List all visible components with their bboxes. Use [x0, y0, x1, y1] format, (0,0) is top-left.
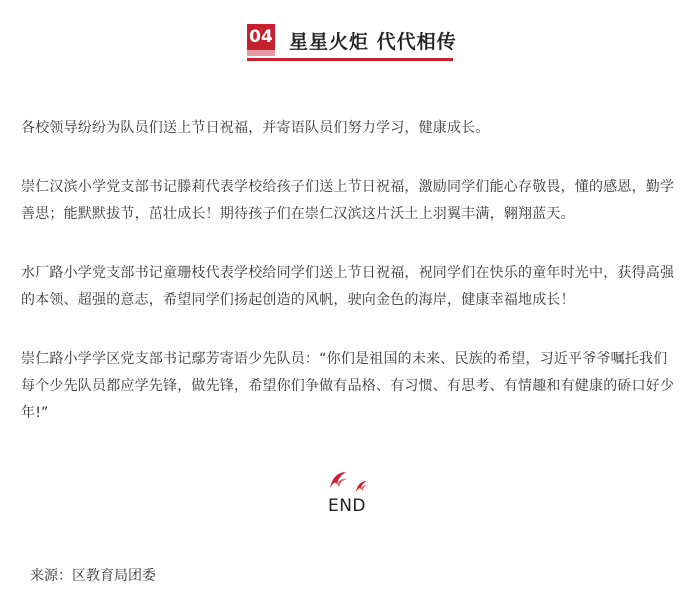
- section-number-badge: 04: [247, 24, 275, 50]
- section-title: 星星火炬 代代相传: [289, 31, 457, 53]
- end-label: END: [327, 496, 367, 516]
- paragraph-intro: 各校领导纷纷为队员们送上节日祝福，并寄语队员们努力学习，健康成长。: [21, 120, 490, 136]
- section-underline: [247, 58, 453, 61]
- source-credit: 来源：区教育局团委: [30, 568, 156, 584]
- section-header: [247, 22, 457, 62]
- badge-shadow: [247, 50, 275, 56]
- birds-icon: [328, 468, 372, 494]
- paragraph-hanbin: 崇仁汉滨小学党支部书记滕莉代表学校给孩子们送上节日祝福，激励同学们能心存敬畏，懂的感恩，勤学善思；能默默拔节，茁壮成长！期待孩子们在崇仁汉滨这片沃土上羽翼丰满，翱翔蓝天。: [21, 179, 675, 222]
- paragraph-chongrenlu: 崇仁路小学学区党支部书记鄢芳寄语少先队员：“你们是祖国的未来、民族的希望，习近平爷爷嘱托我们每个少先队员都应学先锋，做先锋，希望你们争做有品格、有习惯、有思考、有情趣和有健康的硚口好少年!”: [21, 351, 675, 421]
- paragraph-shuichanglu: 水厂路小学党支部书记童珊枝代表学校给同学们送上节日祝福，祝同学们在快乐的童年时光中，获得高强的本领、超强的意志，希望同学们扬起创造的风帆，驶向金色的海岸，健康幸福地成长！: [21, 265, 675, 308]
